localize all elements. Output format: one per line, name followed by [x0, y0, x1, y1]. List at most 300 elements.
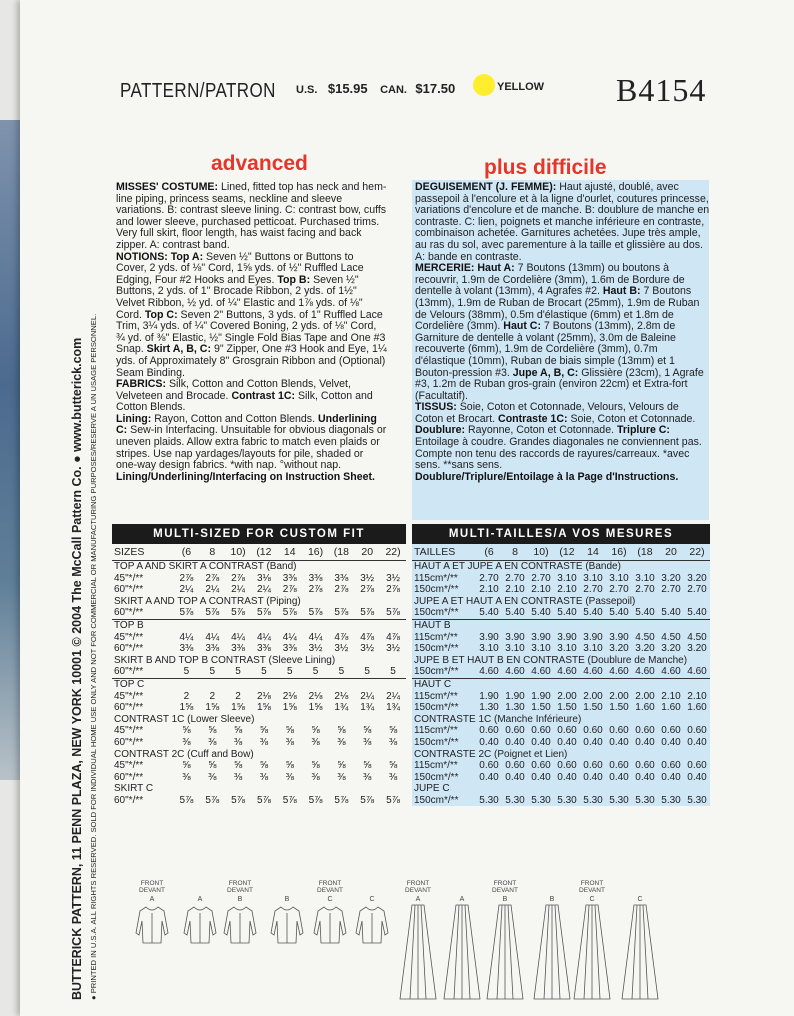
yardage-cell: 2⅞	[179, 572, 194, 584]
garment-sketch	[572, 880, 612, 1008]
yardage-cell: 1¾	[386, 702, 400, 714]
skirt-outline	[487, 905, 523, 999]
sketch-view-label	[267, 880, 307, 896]
yardage-row	[412, 737, 710, 749]
yardage-row	[412, 584, 710, 596]
yardage-cell: 4⅞	[334, 631, 349, 643]
fabric-width-label: 60"*/**	[114, 607, 144, 619]
yardage-cell: 1.90	[479, 690, 499, 702]
yardage-cell: 3⅜	[256, 643, 271, 655]
yardage-cell: 5⅞	[386, 607, 400, 619]
yardage-cell: 5.30	[557, 794, 577, 806]
garment-drawing	[267, 903, 307, 1003]
yardage-cell: 5⅞	[205, 794, 220, 806]
yardage-cell: 3.20	[635, 643, 655, 655]
mercerie-a: 7 Boutons (13mm) ou boutons à recouvrir, 1.9m de Cordelière (3mm), 1.6m de Bordure de dentelle à volant (13mm), 4 Agrafes #2.	[415, 262, 685, 298]
yardage-cell: 3.10	[479, 643, 499, 655]
yardage-row	[112, 632, 406, 644]
notions-b-title: Top B:	[274, 273, 311, 286]
yardage-cell: 5	[390, 666, 396, 678]
sketch-view-letter: B	[284, 896, 290, 903]
us-price: $15.95	[327, 81, 368, 96]
yardage-cell: 3.10	[609, 572, 629, 584]
yardage-grid	[412, 544, 710, 806]
yardage-cell: 3.20	[661, 643, 681, 655]
yardage-cell: 3½	[360, 643, 375, 655]
yardage-row	[412, 691, 710, 703]
yardage-cell: 3.10	[505, 643, 525, 655]
garment-drawing	[442, 903, 482, 1003]
yardage-cell: 3.10	[557, 572, 577, 584]
skirt-outline	[622, 905, 658, 999]
sketch-view-label: FRONT DEVANT	[227, 880, 253, 894]
yardage-cell: 0.60	[661, 725, 681, 737]
fabric-width-label: 150cm*/**	[414, 794, 459, 806]
size-cell: (6	[484, 546, 494, 558]
size-cell: 14	[283, 546, 296, 558]
contrast-title: Contrast 1C:	[228, 389, 296, 402]
yardage-cell: 2.10	[557, 584, 577, 596]
size-cell: (12	[256, 546, 272, 558]
yardage-cell: ⅜	[363, 736, 372, 748]
yardage-cell: 1⅝	[256, 702, 271, 714]
yardage-cell: 1.50	[609, 702, 629, 714]
yardage-cell: 3.10	[531, 643, 551, 655]
yardage-row	[412, 573, 710, 585]
yardage-cell: 5⅞	[179, 794, 194, 806]
yardage-cell: 5	[338, 666, 345, 678]
yardage-cell: 0.40	[557, 736, 577, 748]
view-section-label: CONTRASTE 1C (Manche Inférieure)	[414, 713, 582, 725]
view-section-row	[412, 714, 710, 726]
yardage-cell: 5⅞	[282, 794, 297, 806]
yardage-cell: 3⅜	[205, 643, 220, 655]
notions-skirt-title: Skirt A, B, C:	[143, 343, 211, 356]
notions-c: Seven 2" Buttons, 3 yds. of 1" Ruffled Lace Trim, 3¼ yds. of ¼" Covered Boning, 2 yds. of ⅛" Cord, ¾ yd. of ⅜" Elastic, ½" Single Fold Bias Tape and One #3 Snap.	[116, 308, 386, 356]
yardage-cell: 0.40	[531, 736, 551, 748]
yardage-cell: ⅜	[388, 736, 398, 748]
sketch-view-label	[180, 880, 220, 896]
yardage-cell: 5⅞	[334, 607, 349, 619]
yardage-cell: ⅜	[259, 771, 269, 783]
yardage-cell: 5	[235, 666, 241, 678]
yardage-cell: ⅝	[363, 760, 372, 772]
sizes-row	[412, 544, 710, 561]
sketch-view-label	[532, 880, 572, 896]
fabric-width-label: 150cm*/**	[414, 584, 459, 596]
yardage-cell: 2¼	[360, 690, 375, 702]
yardage-cell: 4⅞	[360, 631, 375, 643]
yardage-cell: 5.40	[583, 607, 603, 619]
top-outline	[136, 907, 168, 943]
yardage-cell: 4⅞	[386, 631, 400, 643]
yardage-cell: 2¼	[231, 584, 246, 596]
yardage-cell: 2.70	[609, 584, 629, 596]
yardage-cell: 2.10	[687, 690, 707, 702]
yardage-cell: ⅝	[259, 760, 269, 772]
view-section-row	[412, 749, 710, 761]
garment-drawing	[532, 903, 572, 1003]
yardage-cell: ⅝	[259, 725, 269, 737]
yardage-cell: 5.30	[531, 794, 551, 806]
misses-body: Lined, fitted top has neck and hem-line piping, princess seams, neckline and sleeve variations. B: contrast sleeve lining. C: contrast bow, cuffs and lower sleeve, purchased petticoat. Purchased trims. Very full skirt, floor length, has waist facing and back zipper. A: contrast band.	[116, 181, 387, 251]
sketch-view-label: FRONT DEVANT	[317, 880, 343, 894]
yardage-cell: 2⅞	[360, 584, 375, 596]
deguisement-title: DEGUISEMENT (J. FEMME):	[415, 181, 557, 193]
view-section-row	[112, 655, 406, 667]
yardage-cell: 3.90	[531, 631, 551, 643]
yardage-cell: 0.60	[609, 725, 629, 737]
yardage-cell: 5.30	[687, 794, 707, 806]
yardage-cell: ⅜	[388, 771, 398, 783]
yardage-cell: 4.60	[531, 666, 551, 678]
yardage-cell: 3⅜	[282, 572, 297, 584]
yardage-cell: ⅜	[182, 736, 191, 748]
yardage-cell: 1.30	[505, 702, 525, 714]
yardage-table-english	[112, 524, 406, 806]
table-header: MULTI-SIZED FOR CUSTOM FIT	[112, 524, 406, 544]
yardage-cell: 3⅛	[256, 572, 271, 584]
us-label: U.S.	[296, 84, 318, 96]
mercerie-a-title: Haut A:	[474, 262, 515, 275]
table-header: MULTI-TAILLES/A VOS MESURES	[412, 524, 710, 544]
fabric-width-label: 60"*/**	[114, 794, 144, 806]
yardage-cell: 3.10	[583, 643, 603, 655]
notions-title: NOTIONS:	[116, 250, 168, 263]
yardage-cell: 1¾	[360, 702, 375, 714]
yardage-cell: 3½	[360, 572, 375, 584]
view-section-row	[412, 655, 710, 667]
top-outline	[314, 907, 346, 943]
garment-drawing	[132, 903, 172, 1003]
yardage-cell: ⅝	[182, 760, 191, 772]
view-section-label: HAUT A ET JUPE A EN CONTRASTE (Bande)	[412, 561, 710, 573]
sketch-view-label	[442, 880, 482, 896]
yardage-cell: 4.50	[661, 631, 681, 643]
view-section-label: HAUT C	[412, 678, 710, 690]
yardage-grid	[112, 544, 406, 806]
yardage-cell: 0.60	[505, 725, 525, 737]
mercerie-b: 7 Boutons (13mm), 1.9m de Ruban de Brocart (25mm), 1.9m de Ruban de Velours (38mm), 0.5m d'élastique (6mm) et 1.8m de Cordelière (3mm).	[415, 285, 700, 333]
fabric-width-label: 115cm*/**	[414, 572, 458, 584]
top-outline	[271, 907, 303, 943]
yardage-cell: 3.90	[583, 631, 603, 643]
top-outline	[184, 907, 216, 943]
yardage-cell: 2.70	[661, 584, 681, 596]
yardage-row	[412, 607, 710, 619]
yardage-cell: 0.40	[531, 771, 551, 783]
sketch-view-letter: A	[149, 896, 155, 903]
fabric-width-label: 150cm*/**	[414, 666, 459, 678]
size-cell: 10)	[230, 546, 246, 558]
yardage-cell: 3.90	[479, 631, 499, 643]
notions-skirt: 9" Zipper, One #3 Hook and Eye, 1¼ yds. of Approximately 8" Grosgrain Ribbon and (Optional) Seam Binding.	[116, 343, 387, 379]
view-section-row	[112, 714, 406, 726]
english-description	[116, 182, 387, 483]
mercerie-jupe: Glissière (23cm), 1 Agrafe #3, 1.2m de Ruban gros-grain (environ 22cm) et Extra-fort (Facultatif).	[415, 366, 704, 402]
yardage-row	[412, 795, 710, 807]
pattern-number: B4154	[616, 72, 707, 108]
view-section-row	[112, 561, 406, 573]
fabric-width-label: 150cm*/**	[414, 736, 459, 748]
fabric-width-label: 150cm*/**	[414, 702, 459, 714]
yardage-cell: 3.90	[505, 631, 525, 643]
fabrics-title: FABRICS:	[116, 378, 167, 391]
garment-sketch	[352, 880, 392, 1008]
yardage-cell: 0.60	[661, 760, 681, 772]
yardage-cell: 1.60	[635, 702, 655, 714]
yardage-cell: ⅜	[285, 771, 294, 783]
view-section-label: HAUT B	[412, 619, 710, 631]
yardage-row	[112, 737, 406, 749]
yardage-cell: 2⅛	[334, 690, 349, 702]
view-section-row	[412, 678, 710, 690]
yardage-row	[112, 795, 406, 807]
yardage-cell: 5.40	[661, 607, 681, 619]
yardage-cell: ⅝	[337, 725, 346, 737]
yardage-cell: 0.60	[505, 760, 525, 772]
yardage-cell: 1⅝	[308, 702, 323, 714]
yardage-cell: ⅝	[208, 760, 217, 772]
sketch-view-letter: C	[369, 896, 375, 903]
yardage-row	[412, 760, 710, 772]
sizes-row	[112, 544, 406, 561]
yardage-row	[112, 772, 406, 784]
yardage-cell: 0.40	[635, 736, 655, 748]
underlining-title: Underlining C:	[116, 412, 377, 437]
yardage-cell: ⅜	[311, 736, 320, 748]
mercerie-b-title: Haut B:	[599, 285, 641, 298]
yardage-cell: 5.40	[505, 607, 525, 619]
yardage-cell: ⅜	[208, 736, 217, 748]
yardage-cell: 3.90	[609, 631, 629, 643]
yardage-cell: 3⅜	[308, 572, 323, 584]
yardage-cell: 5⅞	[386, 794, 400, 806]
yardage-table-french	[412, 524, 710, 806]
garment-drawing	[620, 903, 660, 1003]
yardage-cell: 0.60	[583, 725, 603, 737]
yardage-cell: 2.70	[505, 572, 525, 584]
yardage-cell: ⅝	[337, 760, 346, 772]
yardage-row	[112, 691, 406, 703]
view-section-label: CONTRASTE 2C (Poignet et Lien)	[414, 748, 568, 760]
yardage-cell: 3.20	[687, 572, 707, 584]
price-block	[296, 80, 455, 98]
garment-sketch	[485, 880, 525, 1008]
fabric-width-label: 60"*/**	[114, 666, 144, 678]
yardage-cell: 5⅞	[334, 794, 349, 806]
yardage-cell: 5.30	[609, 794, 629, 806]
fabric-width-label: 60"*/**	[114, 702, 144, 714]
fabric-width-label: 115cm*/**	[414, 760, 458, 772]
contraste-title: Contraste 1C:	[495, 412, 568, 425]
garment-sketch	[220, 880, 260, 1008]
yardage-cell: 3.10	[557, 643, 577, 655]
size-cell: (12	[559, 546, 575, 558]
yardage-cell: 0.40	[583, 771, 603, 783]
notions-a-title: Top A:	[167, 250, 204, 263]
contraste-body: Soie, Coton et Cotonnade.	[567, 412, 696, 425]
lining-title: Lining:	[116, 412, 152, 425]
yardage-cell: 0.40	[505, 736, 525, 748]
yardage-cell: 5	[209, 666, 216, 678]
yardage-cell: 2.70	[531, 572, 551, 584]
view-section-row	[412, 561, 710, 573]
yardage-cell: 5⅞	[360, 607, 375, 619]
view-section-label: JUPE C	[414, 783, 450, 795]
yardage-cell: 4.60	[479, 666, 499, 678]
sketch-view-letter: B	[502, 896, 508, 903]
yardage-cell: 5	[286, 666, 293, 678]
fabric-width-label: 150cm*/**	[414, 643, 459, 655]
yardage-cell: 4¼	[231, 631, 246, 643]
yardage-cell: ⅜	[259, 736, 269, 748]
yardage-cell: 3.10	[635, 572, 655, 584]
yardage-cell: 4¼	[256, 631, 271, 643]
yardage-cell: 4.50	[687, 631, 707, 643]
fabric-width-label: 60"*/**	[114, 736, 144, 748]
color-dot	[473, 74, 495, 96]
notions-a: Seven ½" Buttons or Buttons to Cover, 2 yds. of ⅛" Cord, 1⅝ yds. of ½" Ruffled Lace Edging, Four #2 Hooks and Eyes.	[116, 250, 364, 286]
yardage-cell: 5⅞	[205, 607, 220, 619]
view-section-row	[412, 783, 710, 795]
triplure-body: Entoilage à coudre. Grandes diagonales ne conviennent pas. Compte non tenu des raccords de rayures/carreaux. *avec sens. **sans sens.	[415, 436, 702, 472]
sketch-view-letter: B	[237, 896, 243, 903]
mercerie-c-title: Haut C:	[500, 320, 541, 333]
lining-body: Rayon, Cotton and Cotton Blends.	[151, 412, 316, 425]
yardage-cell: 3.20	[687, 643, 707, 655]
yardage-cell: 0.40	[609, 736, 629, 748]
yardage-cell: 1.30	[479, 702, 499, 714]
yardage-row	[412, 632, 710, 644]
yardage-cell: 2¼	[256, 584, 271, 596]
fabric-width-label: 45"*/**	[114, 631, 144, 643]
yardage-cell: 3½	[334, 643, 349, 655]
yardage-cell: 0.40	[661, 771, 681, 783]
yardage-cell: 2¼	[179, 584, 194, 596]
size-cell: (18	[637, 546, 653, 558]
yardage-row	[112, 573, 406, 585]
view-section-row	[412, 596, 710, 608]
size-cell: 16)	[611, 546, 627, 558]
yardage-cell: 5⅞	[360, 794, 375, 806]
yardage-row	[112, 643, 406, 655]
yardage-cell: 1⅝	[282, 702, 297, 714]
yardage-cell: 5	[312, 666, 319, 678]
view-section-label: SKIRT A AND TOP A CONTRAST (Piping)	[114, 595, 301, 607]
yardage-cell: ⅜	[233, 771, 243, 783]
yardage-cell: 0.60	[583, 760, 603, 772]
yardage-cell: 0.60	[479, 760, 499, 772]
garment-drawing	[310, 903, 350, 1003]
sketch-view-label: FRONT DEVANT	[492, 880, 518, 894]
yardage-cell: 1.60	[687, 702, 707, 714]
pattern-label: PATTERN/PATRON	[120, 80, 276, 102]
sizes-label: SIZES	[114, 546, 145, 558]
yardage-cell: ⅝	[285, 725, 294, 737]
yardage-cell: 2⅞	[231, 572, 246, 584]
size-cell: (6	[181, 546, 192, 558]
yardage-row	[112, 666, 406, 678]
size-cell: (18	[333, 546, 349, 558]
can-label: CAN.	[380, 84, 407, 96]
skirt-outline	[534, 905, 570, 999]
yardage-cell: 5.40	[531, 607, 551, 619]
view-section-label: CONTRAST 2C (Cuff and Bow)	[114, 748, 254, 760]
publisher-line: BUTTERICK PATTERN, 11 PENN PLAZA, NEW YORK 10001 © 2004 The McCall Pattern Co. ● www.butterick.com	[70, 337, 84, 1000]
yardage-cell: 2⅞	[386, 584, 400, 596]
yardage-cell: 3⅜	[179, 643, 194, 655]
table-body	[412, 544, 710, 806]
yardage-cell: ⅝	[233, 725, 243, 737]
yardage-cell: 1⅝	[231, 702, 246, 714]
yardage-cell: 5⅞	[308, 607, 323, 619]
fabric-width-label: 60"*/**	[114, 771, 144, 783]
yardage-cell: 2⅞	[205, 572, 220, 584]
yardage-cell: 5⅞	[231, 607, 246, 619]
sketch-view-label	[352, 880, 392, 896]
sketch-view-letter: C	[589, 896, 595, 903]
mercerie-c: 7 Boutons (13mm), 2.8m de Garniture de dentelle à volant (25mm), 3.0m de Baleine recouverte (6mm), 1.9m de Cordelière (3mm), 0.7m d'élastique (10mm), Ruban de biais simple (13mm) et 1 Bouton-pression #3.	[415, 320, 676, 379]
yardage-cell: 1⅝	[205, 702, 220, 714]
size-cell: 14	[587, 546, 599, 558]
view-section-label: TOP C	[112, 678, 406, 690]
yardage-cell: 0.60	[531, 725, 551, 737]
yardage-cell: 0.40	[687, 736, 707, 748]
garment-drawing	[572, 903, 612, 1003]
yardage-cell: 0.60	[609, 760, 629, 772]
sketch-view-label	[620, 880, 660, 896]
yardage-cell: 0.40	[479, 771, 499, 783]
yardage-cell: 2	[235, 690, 241, 702]
fabrics-body: Silk, Cotton and Cotton Blends, Velvet, Velveteen and Brocade.	[116, 378, 351, 402]
yardage-cell: 2.00	[583, 690, 603, 702]
yardage-cell: 4.60	[661, 666, 681, 678]
yardage-cell: 2¼	[205, 584, 220, 596]
garment-sketch	[180, 880, 220, 1008]
yardage-cell: 1.60	[661, 702, 681, 714]
view-section-row	[112, 619, 406, 631]
yardage-cell: ⅝	[208, 725, 217, 737]
size-cell: 22)	[385, 546, 401, 558]
size-cell: 20	[361, 546, 374, 558]
triplure-title: Triplure C:	[614, 424, 670, 437]
yardage-cell: ⅝	[311, 725, 320, 737]
yardage-cell: 5	[261, 666, 267, 678]
yardage-cell: 1¾	[334, 702, 349, 714]
yardage-row	[412, 643, 710, 655]
view-section-row	[112, 749, 406, 761]
garment-sketch	[310, 880, 350, 1008]
view-section-label: TOP A AND SKIRT A CONTRAST (Band)	[112, 561, 406, 573]
size-cell: 10)	[533, 546, 549, 558]
view-section-label: CONTRAST 1C (Lower Sleeve)	[114, 713, 255, 725]
yardage-cell: 2.00	[609, 690, 629, 702]
yardage-cell: ⅝	[363, 725, 372, 737]
yardage-cell: 5	[364, 666, 370, 678]
sizes-label: TAILLES	[414, 546, 456, 558]
size-cell: 16)	[307, 546, 324, 558]
french-footer: Doublure/Triplure/Entoilage à la Page d'Instructions.	[415, 470, 679, 483]
yardage-cell: 4.60	[583, 666, 603, 678]
can-price: $17.50	[415, 81, 456, 96]
sketch-view-letter: A	[415, 896, 421, 903]
yardage-cell: 0.40	[479, 736, 499, 748]
yardage-row	[112, 760, 406, 772]
yardage-row	[112, 607, 406, 619]
view-section-label: JUPE A ET HAUT A EN CONTRASTE (Passepoil)	[414, 595, 636, 607]
fabric-width-label: 45"*/**	[114, 725, 144, 737]
